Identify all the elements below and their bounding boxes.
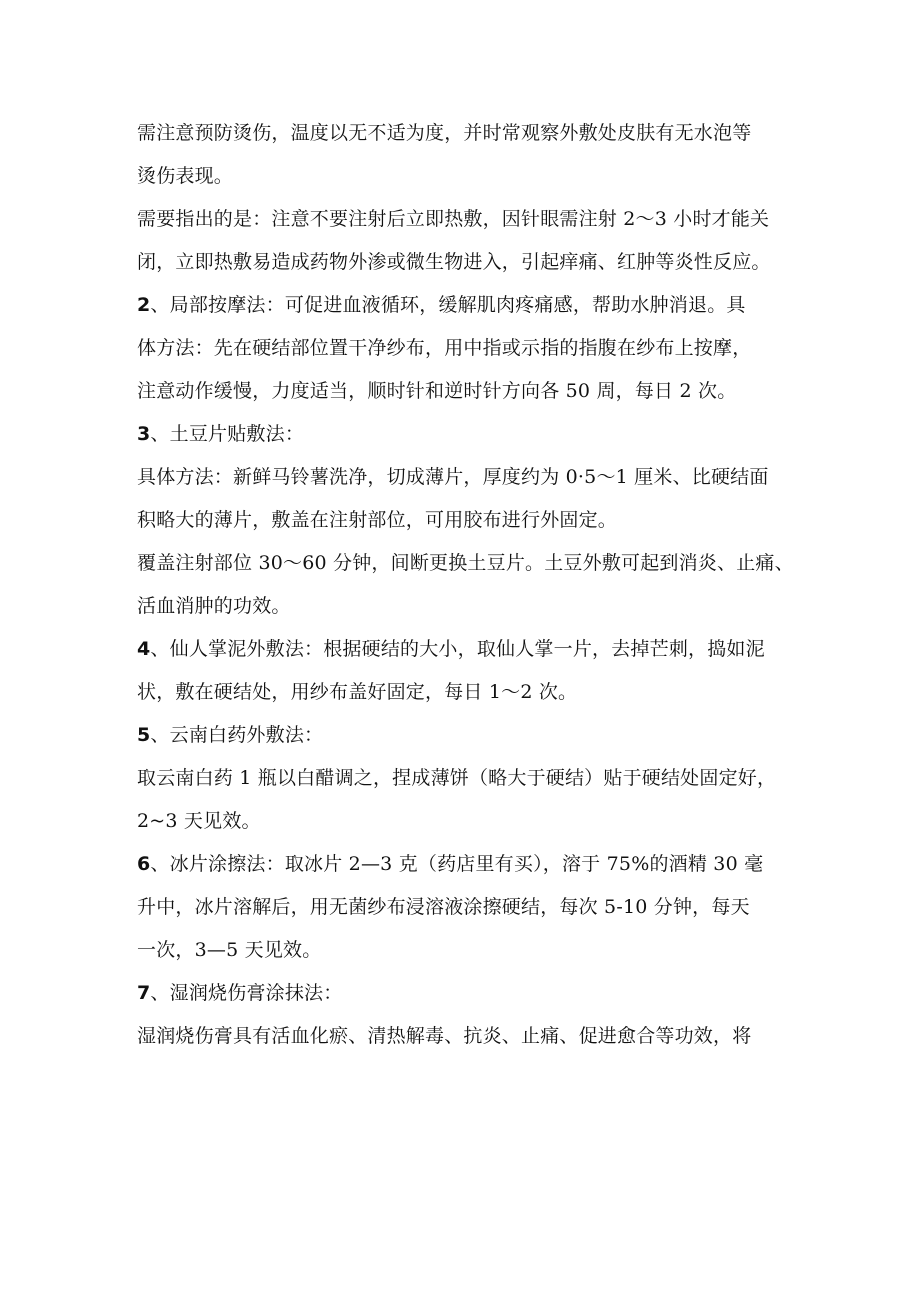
section-heading-line: 7、湿润烧伤膏涂抹法： <box>137 982 343 1004</box>
text-line: 需注意预防烫伤，温度以无不适为度，并时常观察外敷处皮肤有无水泡等 <box>137 122 752 144</box>
text-line: 具体方法：新鲜马铃薯洗净，切成薄片，厚度约为 0·5～1 厘米、比硬结面 <box>137 466 769 488</box>
text-line: 闭，立即热敷易造成药物外渗或微生物进入，引起痒痛、红肿等炎性反应。 <box>137 251 771 273</box>
text-line: 湿润烧伤膏具有活血化瘀、清热解毒、抗炎、止痛、促进愈合等功效，将 <box>137 1025 752 1047</box>
text-line: 状，敷在硬结处，用纱布盖好固定，每日 1～2 次。 <box>137 681 578 703</box>
section-number: 4 <box>137 638 151 660</box>
text-line: 积略大的薄片，敷盖在注射部位，可用胶布进行外固定。 <box>137 509 618 531</box>
section-number: 5 <box>137 724 151 746</box>
text-line: 一次，3—5 天见效。 <box>137 939 322 961</box>
text-line: 2~3 天见效。 <box>137 810 261 832</box>
text-line: 升中，冰片溶解后，用无菌纱布浸溶液涂擦硬结，每次 5-10 分钟，每天 <box>137 896 750 918</box>
document-body <box>137 112 797 1058</box>
section-number: 2 <box>137 294 151 316</box>
text-line: 需要指出的是：注意不要注射后立即热敷，因针眼需注射 2～3 小时才能关 <box>137 208 770 230</box>
section-heading-line: 2、局部按摩法：可促进血液循环，缓解肌肉疼痛感，帮助水肿消退。具 <box>137 294 746 316</box>
section-number: 3 <box>137 423 151 445</box>
section-heading-line: 6、冰片涂擦法：取冰片 2—3 克（药店里有买），溶于 75%的酒精 30 毫 <box>137 853 764 875</box>
text-line: 覆盖注射部位 30～60 分钟，间断更换土豆片。土豆外敷可起到消炎、止痛、 <box>137 552 794 574</box>
text-line: 烫伤表现。 <box>137 165 234 187</box>
section-heading-line: 4、仙人掌泥外敷法：根据硬结的大小，取仙人掌一片，去掉芒刺，捣如泥 <box>137 638 765 660</box>
text-line: 注意动作缓慢，力度适当，顺时针和逆时针方向各 50 周，每日 2 次。 <box>137 380 737 402</box>
section-heading-line: 5、云南白药外敷法： <box>137 724 324 746</box>
text-line: 体方法：先在硬结部位置干净纱布，用中指或示指的指腹在纱布上按摩， <box>137 337 752 359</box>
section-heading-line: 3、土豆片贴敷法： <box>137 423 305 445</box>
section-number: 6 <box>137 853 151 875</box>
text-line: 活血消肿的功效。 <box>137 595 291 617</box>
text-line: 取云南白药 1 瓶以白醋调之，捏成薄饼（略大于硬结）贴于硬结处固定好， <box>137 767 777 789</box>
section-number: 7 <box>137 982 151 1004</box>
